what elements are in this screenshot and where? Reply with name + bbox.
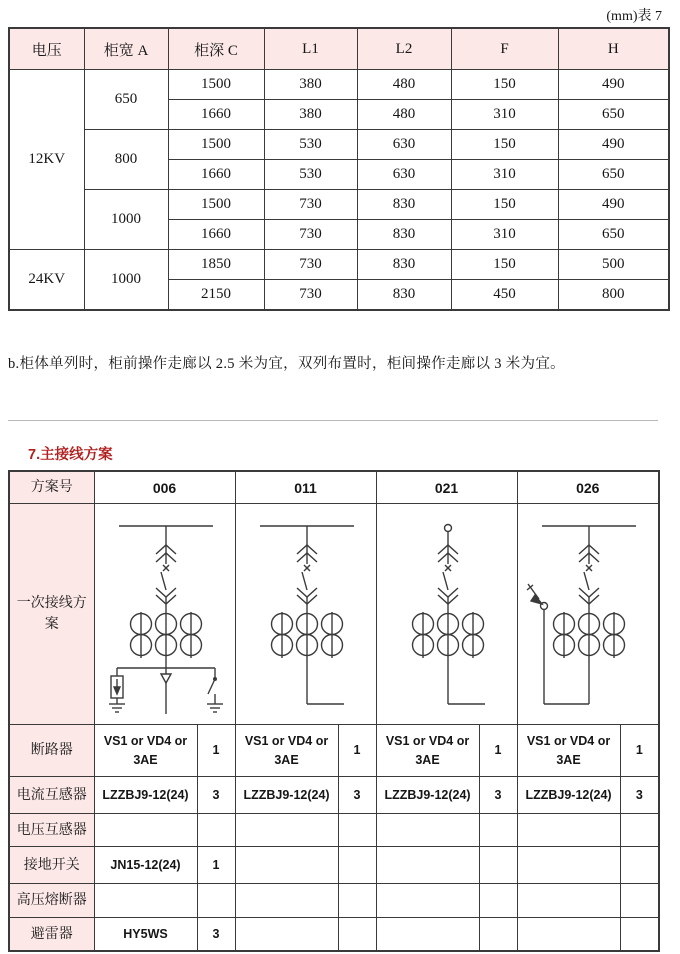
dim-cell: 380	[264, 100, 357, 130]
dim-cell: 1850	[168, 250, 264, 280]
ground-icon	[109, 704, 125, 712]
component-model: HY5WS	[94, 918, 197, 952]
scheme-id-021: 021	[376, 471, 517, 504]
dim-row	[9, 190, 669, 220]
dim-cell: 150	[451, 190, 558, 220]
dim-cell: 530	[264, 130, 357, 160]
component-model	[517, 884, 620, 918]
component-model	[235, 884, 338, 918]
dim-cell: 480	[357, 100, 451, 130]
dim-cell: 150	[451, 70, 558, 100]
table-unit-caption: (mm)表 7	[606, 9, 662, 24]
withdrawable-breaker-icon	[438, 532, 458, 605]
withdrawable-breaker-icon	[156, 526, 176, 604]
component-model: JN15-12(24)	[94, 847, 197, 884]
dim-header-f: F	[451, 28, 558, 70]
component-model: VS1 or VD4 or 3AE	[235, 725, 338, 777]
component-qty: 1	[620, 725, 659, 777]
component-row-label: 电流互感器	[9, 777, 94, 814]
dim-header-voltage: 电压	[9, 28, 84, 70]
component-model: LZZBJ9-12(24)	[376, 777, 479, 814]
scheme-corner-label: 方案号	[9, 471, 94, 504]
component-model: VS1 or VD4 or 3AE	[94, 725, 197, 777]
diagram-row	[9, 504, 659, 725]
current-transformer-icon	[412, 597, 483, 704]
component-qty	[338, 847, 376, 884]
dim-cell: 1660	[168, 160, 264, 190]
dim-cell: 310	[451, 100, 558, 130]
component-model	[376, 918, 479, 952]
component-row-label: 断路器	[9, 725, 94, 777]
component-model	[235, 918, 338, 952]
scheme-id-006: 006	[94, 471, 235, 504]
component-model	[376, 884, 479, 918]
voltage-cell: 24KV	[9, 250, 84, 311]
component-qty: 1	[197, 847, 235, 884]
dim-cell: 730	[264, 220, 357, 250]
component-qty	[479, 918, 517, 952]
component-model	[235, 847, 338, 884]
component-qty	[479, 884, 517, 918]
dim-cell: 310	[451, 220, 558, 250]
dim-cell: 1500	[168, 70, 264, 100]
diagram-cell-011	[235, 504, 376, 725]
component-qty	[620, 884, 659, 918]
dim-cell: 2150	[168, 280, 264, 311]
dim-cell: 730	[264, 190, 357, 220]
component-qty	[620, 918, 659, 952]
dim-row	[9, 250, 669, 280]
dim-header-depth: 柜深 C	[168, 28, 264, 70]
scheme-id-026: 026	[517, 471, 659, 504]
component-qty: 3	[479, 777, 517, 814]
dim-cell: 730	[264, 280, 357, 311]
component-qty	[338, 814, 376, 847]
component-row-earthing-switch	[9, 847, 659, 884]
component-model: VS1 or VD4 or 3AE	[376, 725, 479, 777]
dim-cell: 730	[264, 250, 357, 280]
component-qty	[338, 884, 376, 918]
dim-cell: 650	[558, 100, 669, 130]
component-model	[94, 884, 197, 918]
diagram-row-label: 一次接线方案	[9, 504, 94, 725]
divider-line	[8, 420, 658, 421]
dim-cell: 1500	[168, 130, 264, 160]
dim-cell: 830	[357, 250, 451, 280]
dim-header-l1: L1	[264, 28, 357, 70]
diagram-cell-026	[517, 504, 659, 725]
dim-cell: 830	[357, 220, 451, 250]
dim-header-l2: L2	[357, 28, 451, 70]
component-model: LZZBJ9-12(24)	[235, 777, 338, 814]
component-qty	[197, 884, 235, 918]
component-qty: 3	[197, 777, 235, 814]
dim-cell: 1500	[168, 190, 264, 220]
dim-cell: 830	[357, 190, 451, 220]
component-model	[376, 814, 479, 847]
dim-cell: 480	[357, 70, 451, 100]
component-row-arrester	[9, 918, 659, 952]
scheme-table	[8, 470, 660, 952]
diagram-cell-021	[376, 504, 517, 725]
incoming-arrow-icon	[527, 584, 542, 604]
width-cell: 1000	[84, 250, 168, 311]
component-row-fuse	[9, 884, 659, 918]
component-model	[517, 918, 620, 952]
dim-cell: 830	[357, 280, 451, 311]
component-row-label: 接地开关	[9, 847, 94, 884]
dim-cell: 310	[451, 160, 558, 190]
dim-cell: 490	[558, 130, 669, 160]
width-cell: 1000	[84, 190, 168, 250]
width-cell: 800	[84, 130, 168, 190]
dim-header-row	[9, 28, 669, 70]
dim-cell: 630	[357, 160, 451, 190]
component-qty: 1	[197, 725, 235, 777]
diagram-cell-006	[94, 504, 235, 725]
cable-terminal-icon	[444, 525, 451, 532]
dim-row	[9, 130, 669, 160]
diagram-scheme-011	[236, 518, 377, 718]
note-text: b.柜体单列时，柜前操作走廊以 2.5 米为宜，双列布置时，柜间操作走廊以 3 米为宜。	[8, 356, 565, 372]
component-row-label: 高压熔断器	[9, 884, 94, 918]
component-model	[517, 814, 620, 847]
scheme-header-row	[9, 471, 659, 504]
current-transformer-icon	[271, 597, 342, 704]
component-model	[376, 847, 479, 884]
component-model	[517, 847, 620, 884]
section-heading: 7.主接线方案	[28, 447, 113, 463]
component-qty: 1	[338, 725, 376, 777]
component-model: VS1 or VD4 or 3AE	[517, 725, 620, 777]
component-model	[235, 814, 338, 847]
current-transformer-icon	[130, 597, 201, 668]
dim-cell: 150	[451, 130, 558, 160]
earthing-switch-icon	[208, 668, 216, 704]
current-transformer-icon	[553, 597, 624, 704]
component-model: LZZBJ9-12(24)	[94, 777, 197, 814]
dim-cell: 630	[357, 130, 451, 160]
dimension-table	[8, 27, 670, 311]
component-qty: 3	[338, 777, 376, 814]
component-qty: 3	[197, 918, 235, 952]
diagram-scheme-021	[377, 518, 518, 718]
dim-cell: 650	[558, 220, 669, 250]
component-model: LZZBJ9-12(24)	[517, 777, 620, 814]
dim-cell: 380	[264, 70, 357, 100]
voltage-cell: 12KV	[9, 70, 84, 250]
width-cell: 650	[84, 70, 168, 130]
diagram-scheme-026	[518, 518, 659, 718]
withdrawable-breaker-icon	[297, 526, 317, 604]
dim-cell: 490	[558, 70, 669, 100]
dim-header-width: 柜宽 A	[84, 28, 168, 70]
withdrawable-breaker-icon	[579, 526, 599, 604]
component-qty	[620, 847, 659, 884]
dim-cell: 490	[558, 190, 669, 220]
dim-cell: 450	[451, 280, 558, 311]
dim-header-h: H	[558, 28, 669, 70]
dim-row	[9, 70, 669, 100]
component-row-label: 避雷器	[9, 918, 94, 952]
dim-cell: 1660	[168, 100, 264, 130]
component-qty	[338, 918, 376, 952]
component-qty: 3	[620, 777, 659, 814]
component-row-vt	[9, 814, 659, 847]
component-qty	[620, 814, 659, 847]
component-row-label: 电压互感器	[9, 814, 94, 847]
component-qty	[197, 814, 235, 847]
scheme-id-011: 011	[235, 471, 376, 504]
dim-cell: 650	[558, 160, 669, 190]
diagram-scheme-006	[95, 518, 236, 718]
dim-cell: 150	[451, 250, 558, 280]
dim-cell: 800	[558, 280, 669, 311]
component-qty: 1	[479, 725, 517, 777]
dim-cell: 1660	[168, 220, 264, 250]
ground-icon	[207, 704, 223, 712]
component-model	[94, 814, 197, 847]
dim-cell: 530	[264, 160, 357, 190]
component-row-ct	[9, 777, 659, 814]
surge-arrester-icon	[111, 668, 123, 704]
component-qty	[479, 847, 517, 884]
component-row-breaker	[9, 725, 659, 777]
dim-cell: 500	[558, 250, 669, 280]
component-qty	[479, 814, 517, 847]
feeder-arrow-icon	[161, 668, 171, 714]
